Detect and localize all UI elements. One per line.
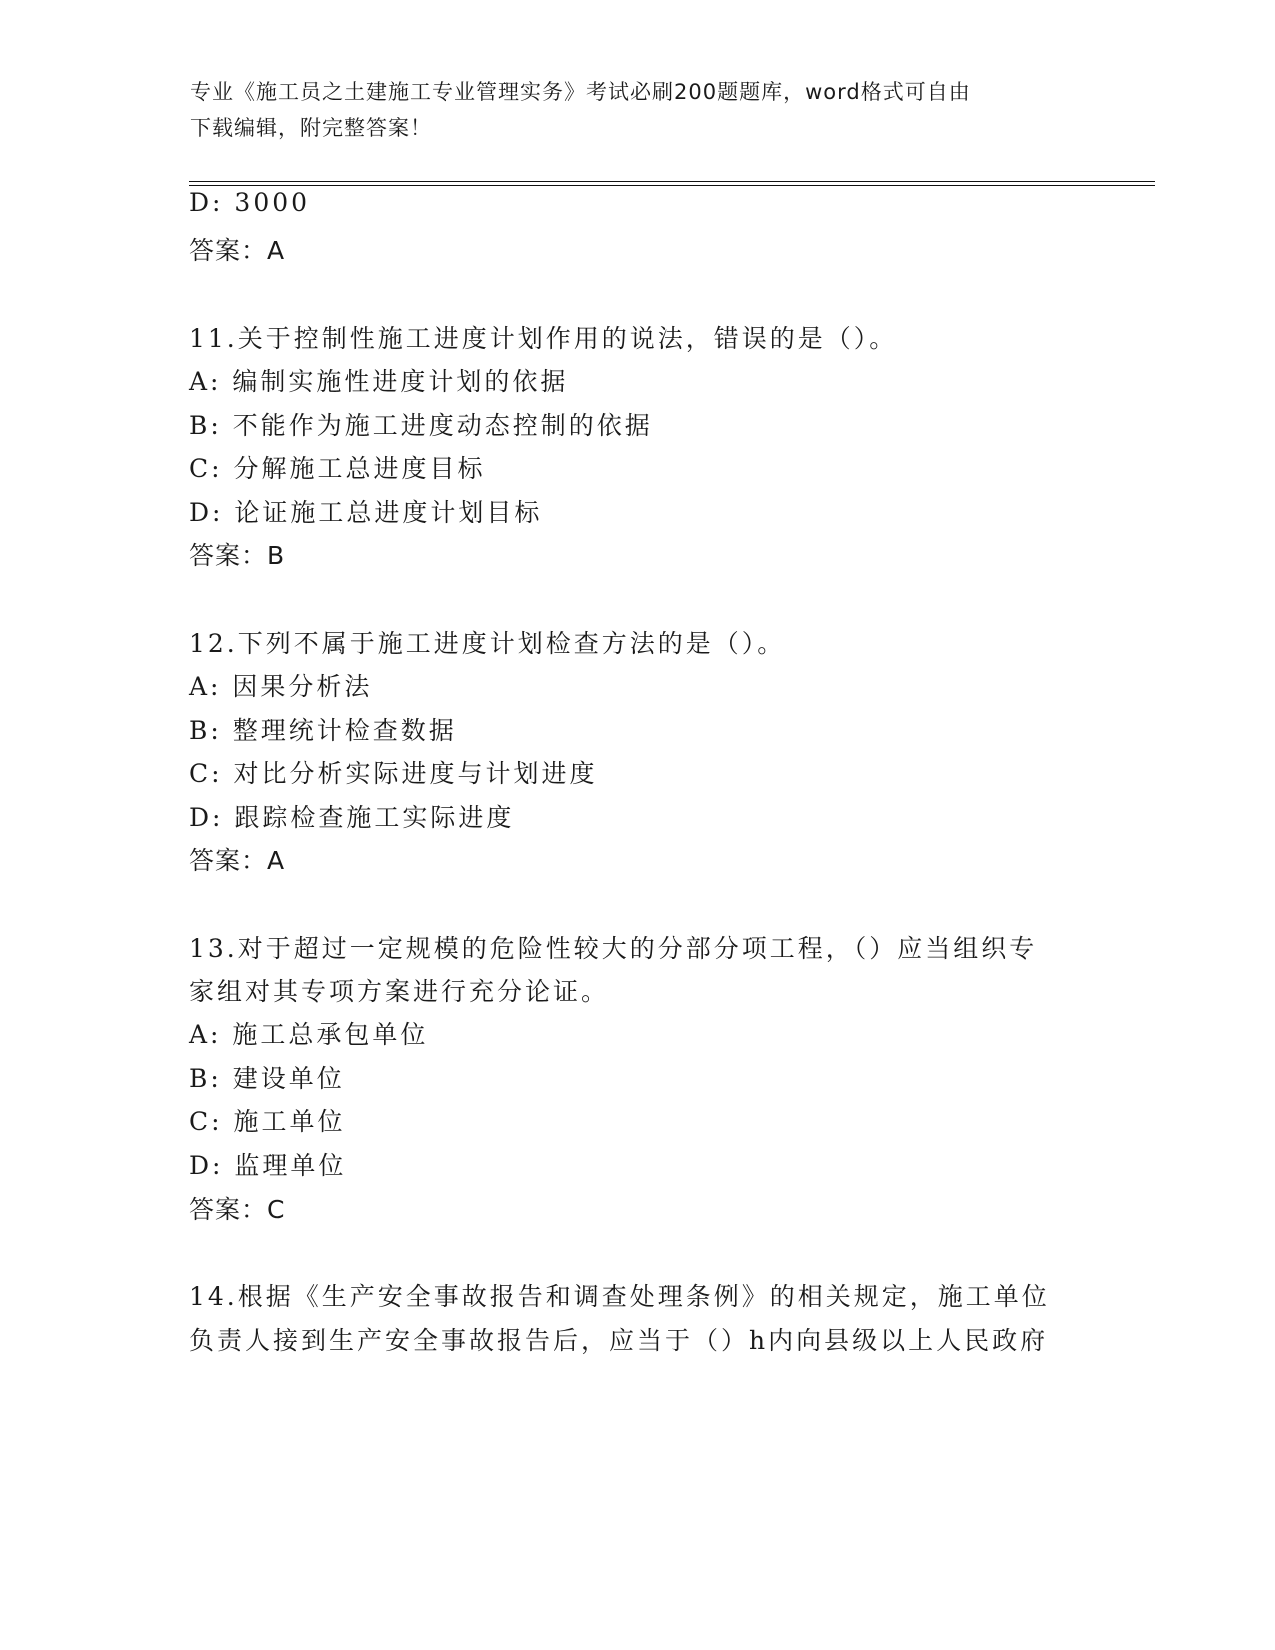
q10-option-d: D: 3000 — [189, 188, 311, 217]
q10-answer: 答案：A — [189, 236, 286, 265]
q11-option-b: B: 不能作为施工进度动态控制的依据 — [189, 411, 653, 440]
q13-question-line-2: 家组对其专项方案进行充分论证。 — [189, 977, 610, 1006]
header-line-1: 专业《施工员之土建施工专业管理实务》考试必刷200题题库，word格式可自由 — [190, 80, 971, 104]
q14-question-line-1: 14.根据《生产安全事故报告和调查处理条例》的相关规定，施工单位 — [189, 1282, 1050, 1311]
q11-option-d: D: 论证施工总进度计划目标 — [189, 498, 543, 527]
header-divider-bottom — [189, 185, 1155, 186]
q11-option-a: A: 编制实施性进度计划的依据 — [189, 367, 569, 396]
q12-option-b: B: 整理统计检查数据 — [189, 716, 457, 745]
header-divider-top — [189, 181, 1155, 182]
q13-option-c: C: 施工单位 — [189, 1107, 346, 1136]
document-header — [190, 74, 1090, 146]
q12-option-d: D: 跟踪检查施工实际进度 — [189, 803, 515, 832]
q12-question: 12.下列不属于施工进度计划检查方法的是（）。 — [189, 629, 786, 658]
q13-option-a: A: 施工总承包单位 — [189, 1020, 429, 1049]
q14-question-line-2: 负责人接到生产安全事故报告后，应当于（）h内向县级以上人民政府 — [189, 1326, 1049, 1355]
q13-question-line-1: 13.对于超过一定规模的危险性较大的分部分项工程，（）应当组织专 — [189, 934, 1038, 963]
q13-option-b: B: 建设单位 — [189, 1064, 345, 1093]
q13-option-d: D: 监理单位 — [189, 1151, 347, 1180]
q12-option-c: C: 对比分析实际进度与计划进度 — [189, 759, 598, 788]
q12-answer: 答案：A — [189, 846, 286, 875]
header-line-2: 下载编辑，附完整答案！ — [190, 116, 432, 140]
q11-answer: 答案：B — [189, 541, 286, 570]
q11-question: 11.关于控制性施工进度计划作用的说法，错误的是（）。 — [189, 324, 898, 353]
q13-answer: 答案：C — [189, 1195, 286, 1224]
q12-option-a: A: 因果分析法 — [189, 672, 373, 701]
q11-option-c: C: 分解施工总进度目标 — [189, 454, 486, 483]
